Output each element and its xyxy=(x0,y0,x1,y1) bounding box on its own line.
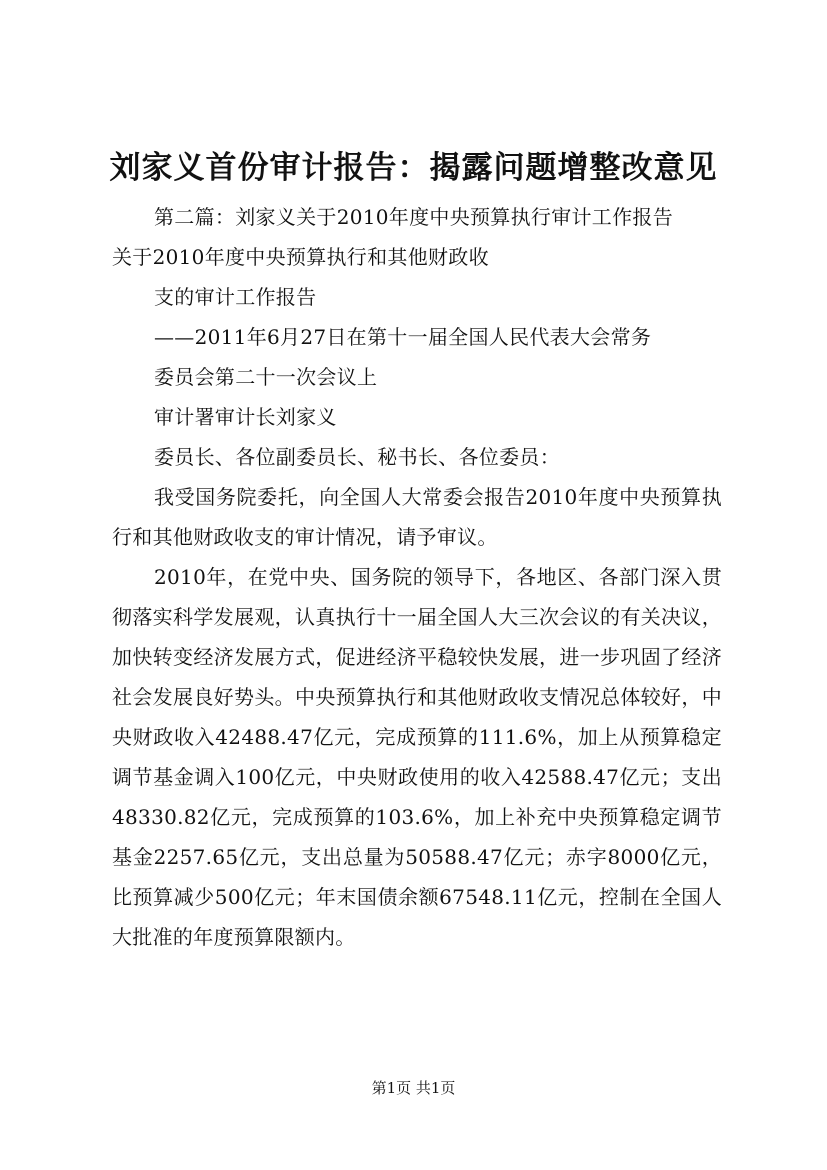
report-author: 审计署审计长刘家义 xyxy=(154,405,337,429)
report-occasion-line-1: ——2011年6月27日在第十一届全国人民代表大会常务 xyxy=(154,325,652,349)
section-heading: 第二篇：刘家义关于2010年度中央预算执行审计工作报告 xyxy=(154,205,673,229)
paragraph-intro: 我受国务院委托，向全国人大常委会报告2010年度中央预算执行和其他财政收支的审计情况，请予审议。 xyxy=(112,485,722,549)
salutation: 委员长、各位副委员长、秘书长、各位委员： xyxy=(154,445,560,469)
page-footer: 第1页 共1页 xyxy=(371,1079,456,1097)
report-occasion-line-2: 委员会第二十一次会议上 xyxy=(154,365,378,389)
report-title-line-2: 支的审计工作报告 xyxy=(154,285,317,309)
paragraph-summary: 2010年，在党中央、国务院的领导下，各地区、各部门深入贯彻落实科学发展观，认真执行十一届全国人大三次会议的有关决议，加快转变经济发展方式，促进经济平稳较快发展，进一步巩固了经济社会发展良好势头。中央预算执行和其他财政收支情况总体较好，中央财政收入42488.47亿元，完成预算的111.6%，加上从预算稳定调节基金调入100亿元，中央财政使用的收入42588.47亿元；支出48330.82亿元，完成预算的103.6%，加上补充中央预算稳定调节基金2257.65亿元，支出总量为50588.47亿元；赤字8000亿元，比预算减少500亿元；年末国债余额67548.11亿元，控制在全国人大批准的年度预算限额内。 xyxy=(112,565,722,949)
report-title-line-1: 关于2010年度中央预算执行和其他财政收 xyxy=(112,245,489,269)
document-body xyxy=(112,197,722,957)
document-title: 刘家义首份审计报告：揭露问题增整改意见 xyxy=(109,150,718,186)
